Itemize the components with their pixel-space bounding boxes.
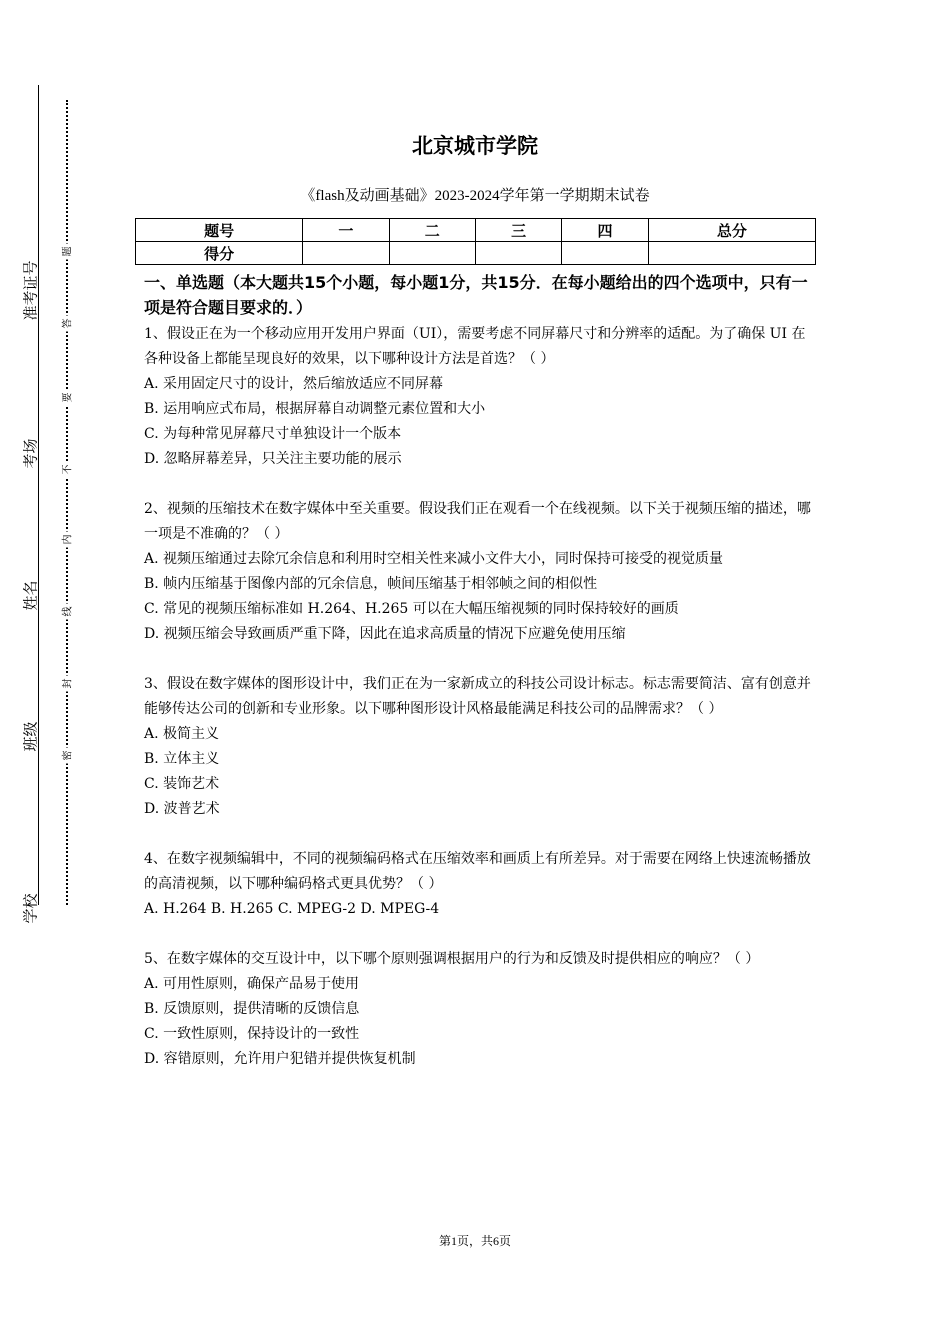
label-exam-room: 考场 (21, 438, 40, 469)
option-b: B. 帧内压缩基于图像内部的冗余信息，帧间压缩基于相邻帧之间的相似性 (144, 576, 598, 592)
question-stem: 1、假设正在为一个移动应用开发用户界面（UI），需要考虑不同屏幕尺寸和分辨率的适配。为了确保 UI 在各种设备上都能呈现良好的效果，以下哪种设计方法是首选？（ ） (144, 326, 806, 367)
score-header-cell: 题号 (136, 219, 303, 242)
seal-char: 线 (59, 604, 74, 620)
page-footer: 第1页，共6页 (438, 1234, 511, 1248)
option-c: C. 常见的视频压缩标准如 H.264、H.265 可以在大幅压缩视频的同时保持较好的画质 (144, 601, 679, 617)
question-stem: 5、在数字媒体的交互设计中，以下哪个原则强调根据用户的行为和反馈及时提供相应的响应？（ ） (144, 951, 760, 967)
score-table-header-row (136, 219, 816, 242)
score-cell (648, 242, 815, 265)
option-a: A. 可用性原则，确保产品易于使用 (144, 976, 360, 992)
score-cell (475, 242, 561, 265)
option-a: A. 视频压缩通过去除冗余信息和利用时空相关性来减小文件大小，同时保持可接受的视觉质量 (144, 551, 724, 567)
question-4 (144, 847, 814, 922)
exam-subtitle: 《flash及动画基础》2023-2024学年第一学期期末试卷 (300, 188, 650, 204)
option-a: A. 采用固定尺寸的设计，然后缩放适应不同屏幕 (144, 376, 444, 392)
score-row-label: 得分 (136, 242, 303, 265)
score-header-cell: 总分 (648, 219, 815, 242)
seal-char: 题 (59, 244, 74, 260)
option-a: A. 极简主义 (144, 726, 220, 742)
option-c: C. 一致性原则，保持设计的一致性 (144, 1026, 360, 1042)
question-stem: 2、视频的压缩技术在数字媒体中至关重要。假设我们正在观看一个在线视频。以下关于视频压缩的描述，哪一项是不准确的？（ ） (144, 501, 811, 542)
score-header-cell: 三 (475, 219, 561, 242)
score-table (135, 218, 816, 265)
question-5 (144, 947, 814, 1072)
label-name: 姓名 (21, 580, 40, 611)
question-stem: 4、在数字视频编辑中，不同的视频编码格式在压缩效率和画质上有所差异。对于需要在网络上快速流畅播放的高清视频，以下哪种编码格式更具优势？（ ） (144, 851, 811, 892)
label-exam-number: 准考证号 (21, 260, 40, 321)
score-cell (303, 242, 389, 265)
binding-dotted-line (66, 100, 68, 905)
score-cell (389, 242, 475, 265)
option-d: D. 容错原则，允许用户犯错并提供恢复机制 (144, 1051, 416, 1067)
seal-char: 封 (59, 676, 74, 692)
option-c: C. 为每种常见屏幕尺寸单独设计一个版本 (144, 426, 402, 442)
option-d: D. 视频压缩会导致画质严重下降，因此在追求高质量的情况下应避免使用压缩 (144, 626, 626, 642)
question-1 (144, 322, 814, 472)
label-school: 学校 (21, 893, 40, 924)
score-table-row (136, 242, 816, 265)
label-class: 班级 (21, 721, 40, 752)
exam-content (144, 270, 814, 1097)
seal-char: 密 (59, 748, 74, 764)
binding-solid-line (38, 85, 39, 905)
section-title: 一、单选题（本大题共15个小题，每小题1分，共15分．在每小题给出的四个选项中，只有一项是符合题目要求的．） (144, 273, 808, 317)
score-header-cell: 一 (303, 219, 389, 242)
option-c: C. 装饰艺术 (144, 776, 220, 792)
option-d: D. 波普艺术 (144, 801, 220, 817)
score-header-cell: 四 (562, 219, 648, 242)
seal-char: 内 (59, 532, 74, 548)
question-stem: 3、假设在数字媒体的图形设计中，我们正在为一家新成立的科技公司设计标志。标志需要简洁、富有创意并能够传达公司的创新和专业形象。以下哪种图形设计风格最能满足科技公司的品牌需求？（ ） (144, 676, 811, 717)
seal-char: 答 (59, 316, 74, 332)
seal-char: 要 (59, 390, 74, 406)
question-3 (144, 672, 814, 822)
page-title: 北京城市学院 (412, 134, 538, 158)
option-d: D. 忽略屏幕差异，只关注主要功能的展示 (144, 451, 402, 467)
score-header-cell: 二 (389, 219, 475, 242)
seal-char: 不 (59, 462, 74, 478)
option-b: B. 运用响应式布局，根据屏幕自动调整元素位置和大小 (144, 401, 486, 417)
option-b: B. 立体主义 (144, 751, 220, 767)
question-2 (144, 497, 814, 647)
option-b: B. 反馈原则，提供清晰的反馈信息 (144, 1001, 360, 1017)
score-cell (562, 242, 648, 265)
options-inline: A. H.264 B. H.265 C. MPEG-2 D. MPEG-4 (144, 901, 440, 917)
